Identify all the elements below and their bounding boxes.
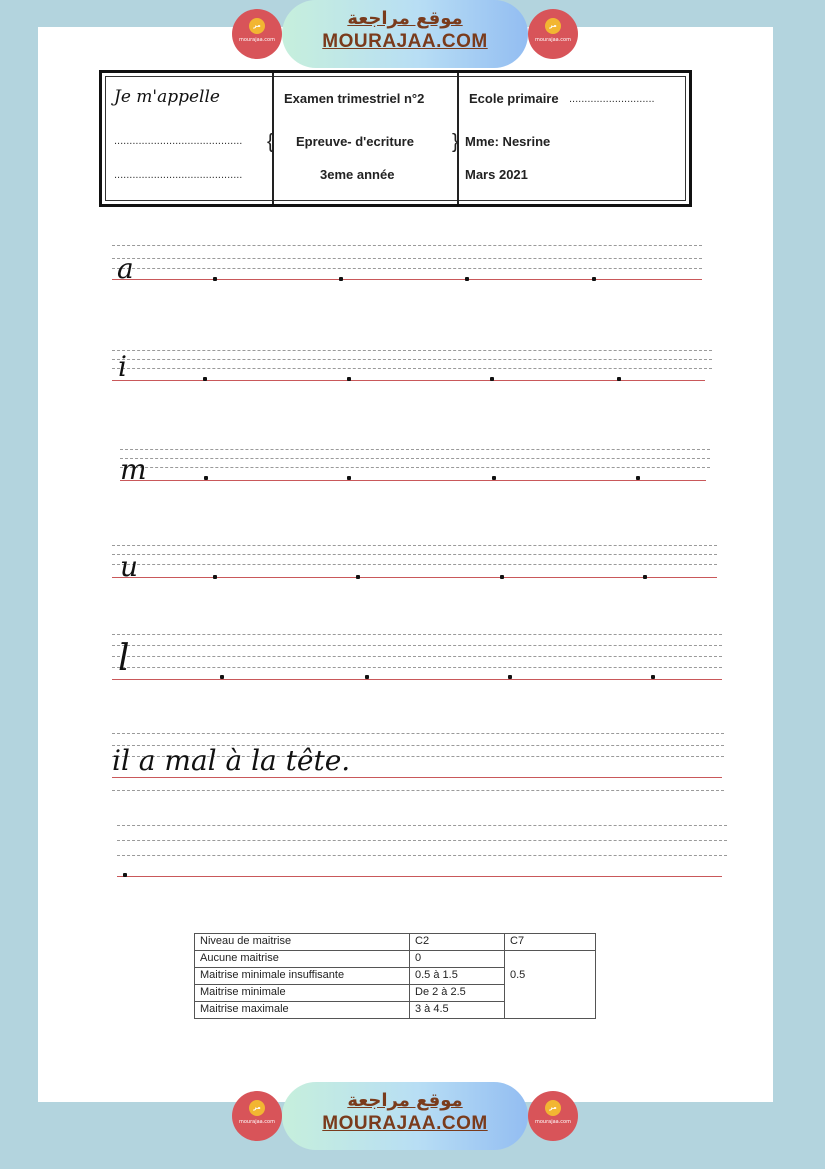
model-letter-u: u: [120, 550, 139, 583]
table-row: Aucune maitrise 0 0.5: [195, 951, 596, 968]
site-logo-icon: مر mourajaa.com: [528, 9, 578, 59]
school-line: ............................: [569, 93, 655, 105]
site-logo-icon: مر mourajaa.com: [528, 1091, 578, 1141]
exam-header: { } Je m'appelle .......................................... .......................................... Examen trimestriel n°2 Epreuve- d'ecriture 3eme année Ecole primaire ............................ Mme: Nesrine Mars 2021: [99, 70, 692, 207]
grading-table: [194, 933, 596, 1019]
site-logo-icon: مر mourajaa.com: [232, 9, 282, 59]
model-letter-a: a: [117, 252, 134, 285]
exam-title: Examen trimestriel n°2: [284, 91, 425, 106]
site-link[interactable]: [282, 1082, 528, 1150]
exam-date: Mars 2021: [465, 167, 528, 182]
school-label: Ecole primaire: [469, 91, 559, 106]
site-name-latin: MOURAJAA.COM: [322, 31, 488, 52]
bottom-banner[interactable]: [232, 1082, 578, 1152]
model-letter-m: m: [120, 453, 147, 486]
epreuve-title: Epreuve- d'ecriture: [296, 134, 414, 149]
grade-level: 3eme année: [320, 167, 395, 182]
table-header-row: [195, 934, 596, 951]
name-line-2: ..........................................: [114, 169, 243, 181]
top-banner[interactable]: [232, 0, 578, 70]
site-name-latin: MOURAJAA.COM: [322, 1113, 488, 1134]
header-c7: C7: [505, 934, 596, 951]
model-letter-i: i: [118, 350, 127, 383]
model-letter-l: l: [118, 638, 130, 679]
model-sentence: il a mal à la tête.: [112, 744, 351, 777]
header-level: Niveau de maitrise: [195, 934, 410, 951]
site-link[interactable]: [282, 0, 528, 68]
site-name-arabic: موقع مراجعة: [347, 8, 463, 29]
header-c2: C2: [410, 934, 505, 951]
teacher-name: Mme: Nesrine: [465, 134, 551, 149]
table-row: Maitrise minimale De 2 à 2.5: [195, 985, 596, 1002]
c7-score: 0.5: [505, 951, 596, 1019]
site-name-arabic: موقع مراجعة: [347, 1090, 463, 1111]
site-logo-icon: مر mourajaa.com: [232, 1091, 282, 1141]
name-line-1: ..........................................: [114, 135, 243, 147]
name-label: Je m'appelle: [114, 87, 220, 107]
table-row: Maitrise minimale insuffisante 0.5 à 1.5: [195, 968, 596, 985]
table-row: Maitrise maximale 3 à 4.5: [195, 1002, 596, 1019]
